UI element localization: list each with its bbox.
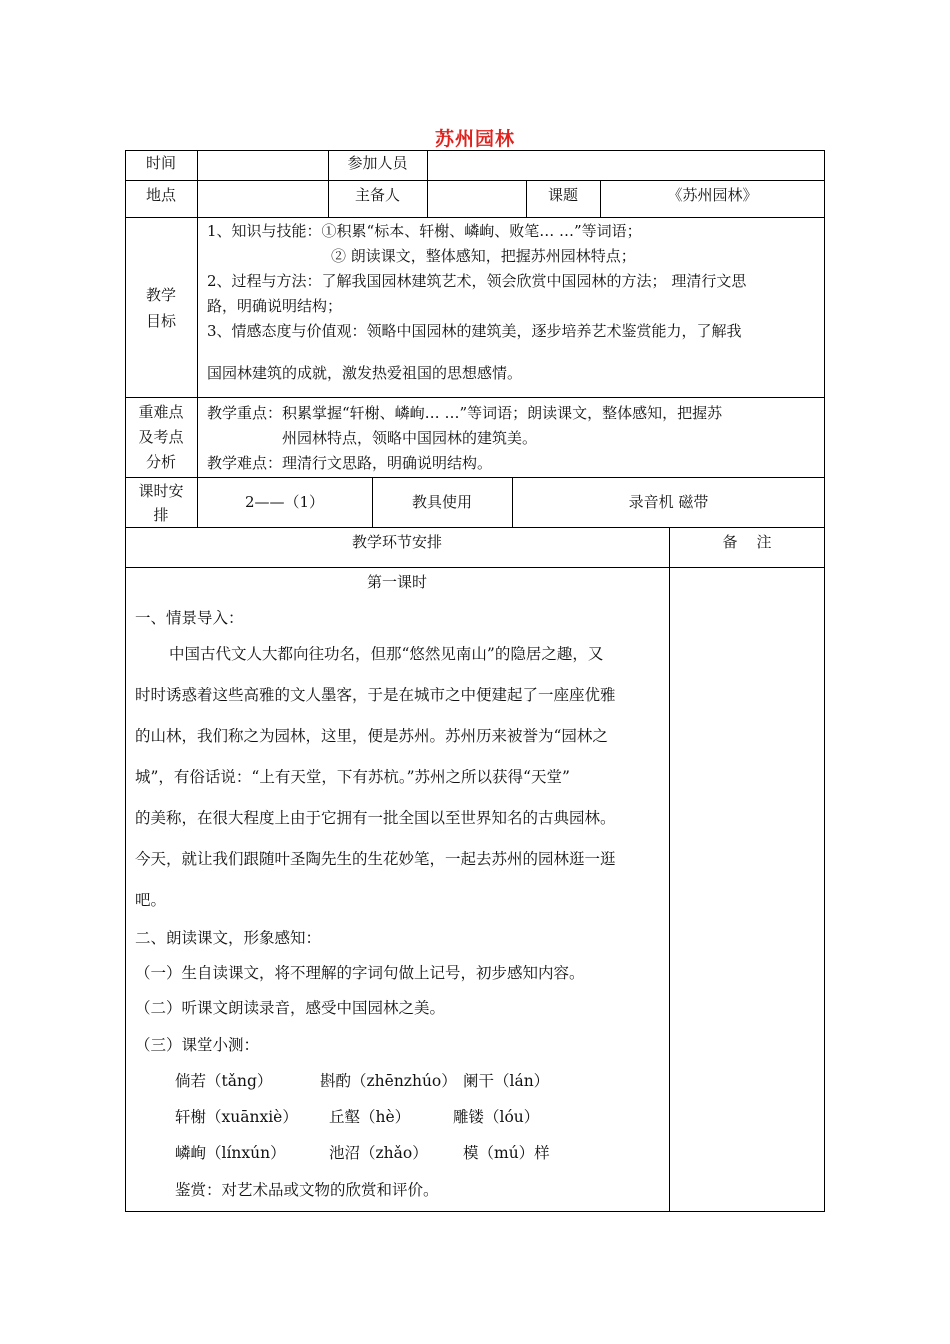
vocab-item: 轩榭（xuānxiè）	[175, 1108, 298, 1126]
row-divider	[125, 527, 825, 528]
goals-line: 3、情感态度与价值观：领略中国园林的建筑美，逐步培养艺术鉴赏能力，了解我	[207, 322, 742, 340]
vocab-item: 模（mú）样	[463, 1144, 550, 1162]
row-divider	[125, 567, 825, 568]
schedule-label-line2: 排	[153, 506, 169, 524]
tools-label: 教具使用	[411, 493, 472, 511]
vocab-item: 丘壑（hè）	[329, 1108, 411, 1126]
keypoints-label-line3: 分析	[145, 453, 176, 471]
notes-label: 备 注	[722, 533, 772, 551]
subsection-line: （三）课堂小测：	[135, 1036, 260, 1054]
section-heading: 二、朗读课文，形象感知：	[135, 929, 322, 947]
vocab-item: 斟酌（zhēnzhúo）	[320, 1072, 457, 1090]
goals-line: 1、知识与技能：①积累“标本、轩榭、嶙峋、败笔… …”等词语；	[207, 222, 642, 240]
tools-value: 录音机 磁带	[628, 493, 709, 511]
vocab-item: 倘若（tǎng）	[175, 1072, 273, 1090]
col-divider	[669, 527, 670, 1212]
row-divider	[125, 180, 825, 181]
preparer-label: 主备人	[354, 186, 400, 204]
keypoints-line: 州园林特点，领略中国园林的建筑美。	[282, 429, 538, 447]
vocab-item: 池沼（zhǎo）	[329, 1144, 428, 1162]
subsection-line: （一）生自读课文，将不理解的字词句做上记号，初步感知内容。	[135, 964, 585, 982]
paragraph-line: 中国古代文人大都向往功名，但那“悠然见南山”的隐居之趣，又	[169, 645, 604, 663]
topic-value: 《苏州园林》	[667, 186, 758, 204]
goals-label-line2: 目标	[145, 312, 176, 330]
goals-line: 国园林建筑的成就，激发热爱祖国的思想感情。	[207, 364, 523, 382]
schedule-value: 2——（1）	[244, 493, 325, 511]
paragraph-line: 吧。	[135, 891, 167, 909]
section-heading: 一、情景导入：	[135, 609, 244, 627]
place-label: 地点	[145, 186, 176, 204]
goals-line: 路，明确说明结构；	[207, 297, 343, 315]
keypoints-line: 教学重点：积累掌握“轩榭、嶙峋… …”等词语；朗读课文，整体感知，把握苏	[207, 404, 723, 422]
paragraph-line: 的美称，在很大程度上由于它拥有一批全国以至世界知名的古典园林。	[135, 809, 616, 827]
arrangement-label: 教学环节安排	[351, 533, 442, 551]
participants-label: 参加人员	[347, 154, 408, 172]
topic-label: 课题	[547, 186, 578, 204]
vocab-item: 嶙峋（línxún）	[175, 1144, 286, 1162]
time-label: 时间	[145, 154, 176, 172]
vocab-item: 雕镂（lóu）	[453, 1108, 540, 1126]
subsection-line: （二）听课文朗读录音，感受中国园林之美。	[135, 999, 446, 1017]
col-divider	[197, 150, 198, 527]
keypoints-line: 教学难点：理清行文思路，明确说明结构。	[207, 454, 493, 472]
row-divider	[125, 397, 825, 398]
paragraph-line: 的山林，我们称之为园林，这里，便是苏州。苏州历来被誉为“园林之	[135, 727, 608, 745]
goals-label-line1: 教学	[145, 286, 176, 304]
paragraph-line: 城”，有俗话说：“上有天堂，下有苏杭。”苏州之所以获得“天堂”	[135, 768, 570, 786]
definition-line: 鉴赏：对艺术品或文物的欣赏和评价。	[175, 1181, 439, 1199]
vocab-item: 阑干（lán）	[463, 1072, 550, 1090]
goals-line: ② 朗读课文，整体感知，把握苏州园林特点；	[331, 247, 636, 265]
schedule-label-line1: 课时安	[138, 482, 184, 500]
keypoints-label-line1: 重难点	[138, 403, 184, 421]
paragraph-line: 今天，就让我们跟随叶圣陶先生的生花妙笔，一起去苏州的园林逛一逛	[135, 850, 616, 868]
paragraph-line: 时时诱惑着这些高雅的文人墨客，于是在城市之中便建起了一座座优雅	[135, 686, 616, 704]
lesson-heading: 第一课时	[366, 573, 427, 591]
page-title: 苏州园林	[434, 128, 515, 150]
keypoints-label-line2: 及考点	[138, 428, 184, 446]
goals-line: 2、过程与方法：了解我国园林建筑艺术，领会欣赏中国园林的方法； 理清行文思	[207, 272, 747, 290]
col-divider	[427, 150, 428, 217]
row-divider	[125, 217, 825, 218]
